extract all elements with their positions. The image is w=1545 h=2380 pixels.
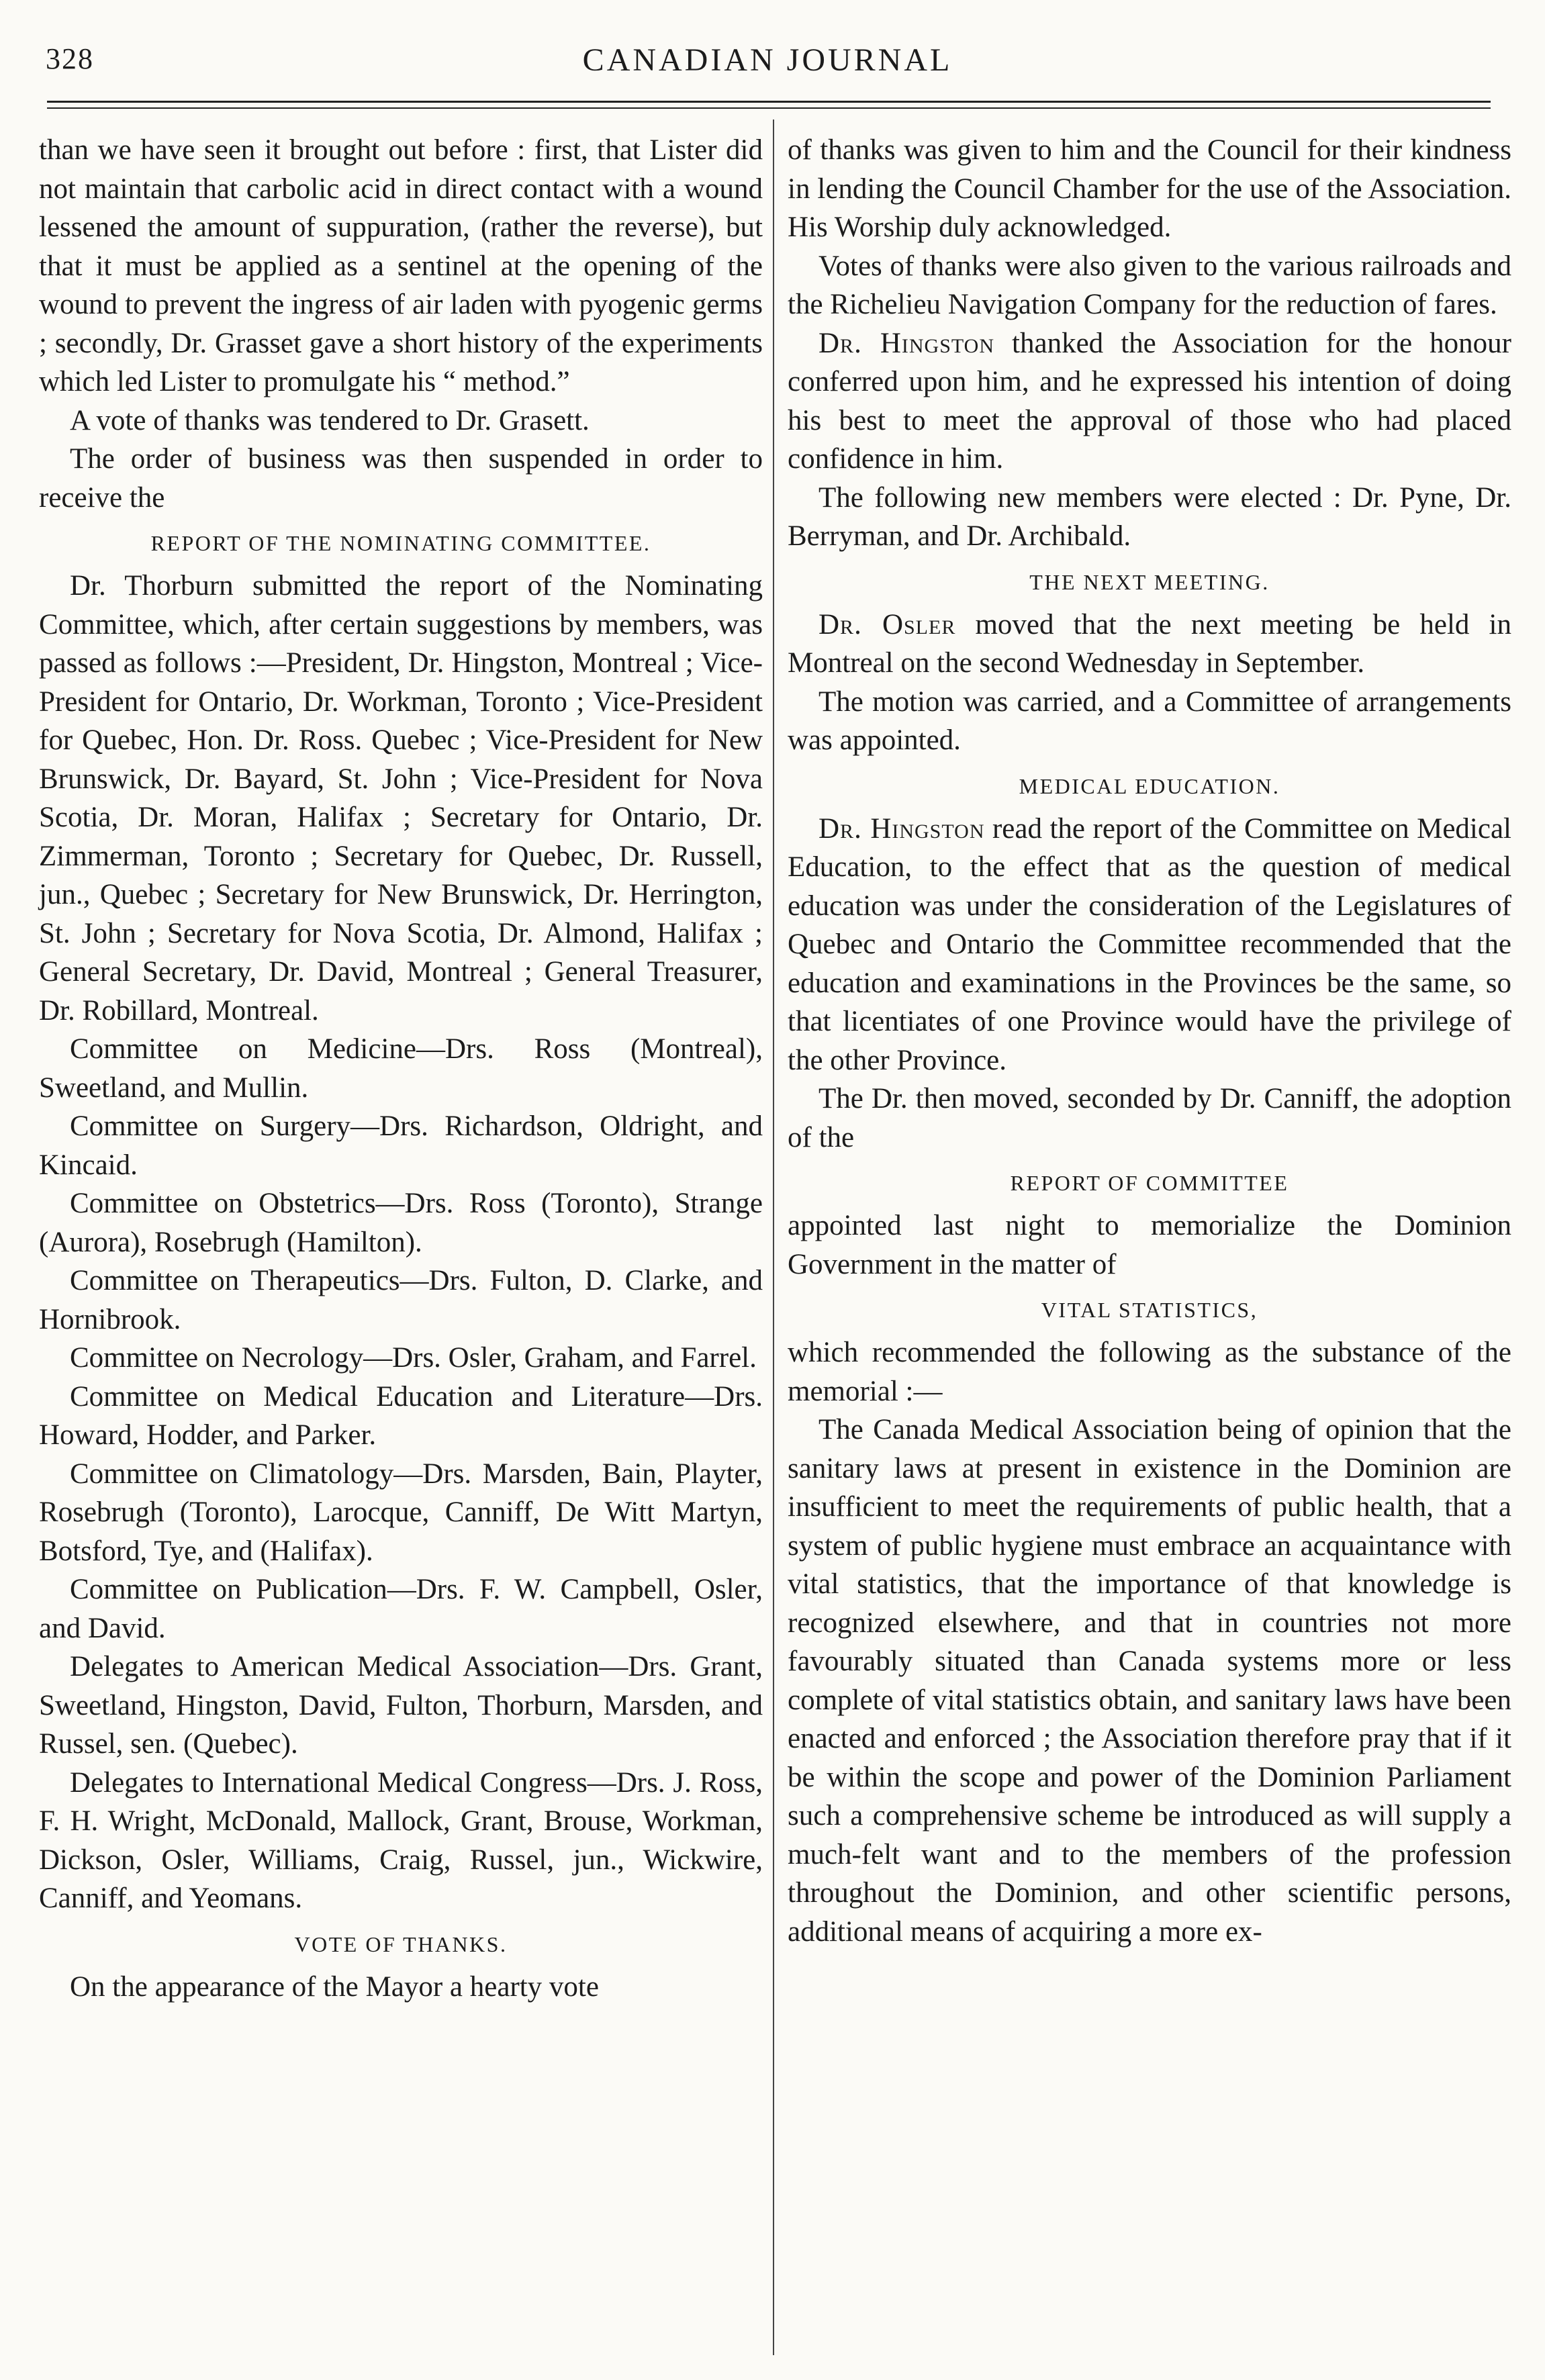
paragraph-text: read the report of the Committee on Medical Education, to the effect that as the question of medical education was under the consideration of the Legislatures of Quebec and Ontario the Committee recommended that the education and examinations in the Provinces be the same, so that licentiates of one Province would have the privilege of the other Province.	[788, 812, 1511, 1076]
paragraph-committee-surgery: Committee on Surgery—Drs. Richardson, Oldright, and Kincaid.	[39, 1110, 763, 1181]
paragraph-railroads-thanks: Votes of thanks were also given to the various railroads and the Richelieu Navigation Company for the reduction of fares.	[788, 250, 1511, 320]
paragraph-committee-medicine: Committee on Medicine—Drs. Ross (Montreal), Sweetland, and Mullin.	[39, 1033, 763, 1104]
header-rule-thick	[47, 101, 1491, 103]
paragraph-nominating-report: Dr. Thorburn submitted the report of the Nominating Committee, which, after certain suggestions by members, was passed as follows :—President, Dr. Hingston, Montreal ; Vice-President for Ontario, Dr. Workman, Toronto ; Vice-President for Quebec, Hon. Dr. Ross. Quebec ; Vice-President for New Brunswick, Dr. Bayard, St. John ; Vice-President for Nova Scotia, Dr. Moran, Halifax ; Secretary for Ontario, Dr. Zimmerman, Toronto ; Secretary for Quebec, Dr. Russell, jun., Quebec ; Secretary for New Brunswick, Dr. Herrington, St. John ; Secretary for Nova Scotia, Dr. Almond, Halifax ; General Secretary, Dr. David, Montreal ; General Treasurer, Dr. Robillard, Montreal.	[39, 570, 763, 1027]
speaker-name: Dr. Hingston	[818, 327, 995, 359]
paragraph-memorial-substance: which recommended the following as the substance of the memorial :—	[788, 1337, 1511, 1407]
paragraph-delegates-international: Delegates to International Medical Congress—Drs. J. Ross, F. H. Wright, McDonald, Mallock, Grant, Brouse, Workman, Dickson, Osler, Williams, Craig, Russel, jun., Wickwire, Canniff, and Yeomans.	[39, 1766, 763, 1914]
paragraph-vote-grasett: A vote of thanks was tendered to Dr. Grasett.	[70, 404, 590, 436]
paragraph-committee-climatology: Committee on Climatology—Drs. Marsden, Bain, Playter, Rosebrugh (Toronto), Larocque, Canniff, De Witt Martyn, Botsford, Tye, and (Halifax).	[39, 1458, 763, 1567]
paragraph-text: thanked the Association for the honour conferred upon him, and he expressed his intention of doing his best to meet the approval of those who had placed confidence in him.	[788, 327, 1511, 475]
paragraph-memorialize: appointed last night to memorialize the Dominion Government in the matter of	[788, 1210, 1511, 1280]
paragraph-text: moved that the next meeting be held in Montreal on the second Wednesday in September.	[788, 608, 1511, 679]
paragraph-hingston-thanks	[788, 324, 1511, 479]
heading-next-meeting: THE NEXT MEETING.	[1029, 569, 1270, 594]
paragraph-council-thanks: of thanks was given to him and the Council for their kindness in lending the Council Chamber for the use of the Association. His Worship duly acknowledged.	[788, 134, 1511, 243]
column-divider	[773, 120, 774, 2355]
page-header	[46, 42, 1489, 90]
paragraph-mayor-vote: On the appearance of the Mayor a hearty vote	[70, 1970, 599, 2003]
paragraph-committee-necrology: Committee on Necrology—Drs. Osler, Graham, and Farrel.	[70, 1342, 757, 1374]
paragraph-order-of-business: The order of business was then suspended in order to receive the	[39, 443, 763, 514]
paragraph-memorial-text: The Canada Medical Association being of opinion that the sanitary laws at present in existence in the Dominion are insufficient to meet the requirements of public health, that a system of public hygiene must embrace an acquaintance with vital statistics, that the importance of that knowledge is recognized elsewhere, and that in countries not more favourably situated than Canada systems more or less complete of vital statistics obtain, and sanitary laws have been enacted and enforced ; the Association therefore pray that if it be within the scope and power of the Dominion Parliament such a comprehensive scheme be introduced as will supply a much-felt want and to the members of the profession throughout the Dominion, and other scientific persons, additional means of acquiring a more ex-	[788, 1414, 1511, 1948]
paragraph-committee-publication: Committee on Publication—Drs. F. W. Campbell, Osler, and David.	[39, 1574, 763, 1644]
page-number: 328	[46, 42, 94, 75]
left-column	[39, 131, 763, 2006]
heading-medical-education: MEDICAL EDUCATION.	[1019, 773, 1280, 798]
paragraph-education-report	[788, 810, 1511, 1080]
heading-vital-statistics: VITAL STATISTICS,	[1041, 1298, 1258, 1322]
heading-nominating-committee: REPORT OF THE NOMINATING COMMITTEE.	[150, 531, 651, 555]
paragraph-osler-motion	[788, 606, 1511, 683]
paragraph-new-members: The following new members were elected : Dr. Pyne, Dr. Berryman, and Dr. Archibald.	[788, 481, 1511, 552]
paragraph-committee-therapeutics: Committee on Therapeutics—Drs. Fulton, D. Clarke, and Hornibrook.	[39, 1265, 763, 1335]
heading-report-of-committee: REPORT OF COMMITTEE	[1010, 1171, 1289, 1195]
right-column	[788, 131, 1511, 1951]
paragraph-delegates-american: Delegates to American Medical Association—Drs. Grant, Sweetland, Hingston, David, Fulton, Thorburn, Marsden, and Russel, sen. (Quebec).	[39, 1651, 763, 1760]
paragraph-motion-carried: The motion was carried, and a Committee of arrangements was appointed.	[788, 685, 1511, 756]
paragraph-adoption-motion: The Dr. then moved, seconded by Dr. Canniff, the adoption of the	[788, 1083, 1511, 1153]
speaker-name: Dr. Osler	[818, 608, 956, 640]
paragraph-committee-education: Committee on Medical Education and Literature—Drs. Howard, Hodder, and Parker.	[39, 1380, 763, 1451]
running-title: CANADIAN JOURNAL	[582, 42, 953, 78]
heading-vote-of-thanks: VOTE OF THANKS.	[294, 1932, 508, 1956]
speaker-name: Dr. Hingston	[818, 812, 985, 845]
paragraph-committee-obstetrics: Committee on Obstetrics—Drs. Ross (Toronto), Strange (Aurora), Rosebrugh (Hamilton).	[39, 1188, 763, 1258]
paragraph-lister-method: than we have seen it brought out before : first, that Lister did not maintain that carbolic acid in direct contact with a wound lessened the amount of suppuration, (rather the reverse), but that it must be applied as a sentinel at the opening of the wound to prevent the ingress of air laden with pyogenic germs ; secondly, Dr. Grasset gave a short history of the experiments which led Lister to promulgate his “ method.”	[39, 134, 763, 397]
header-rule-thin	[47, 107, 1491, 109]
